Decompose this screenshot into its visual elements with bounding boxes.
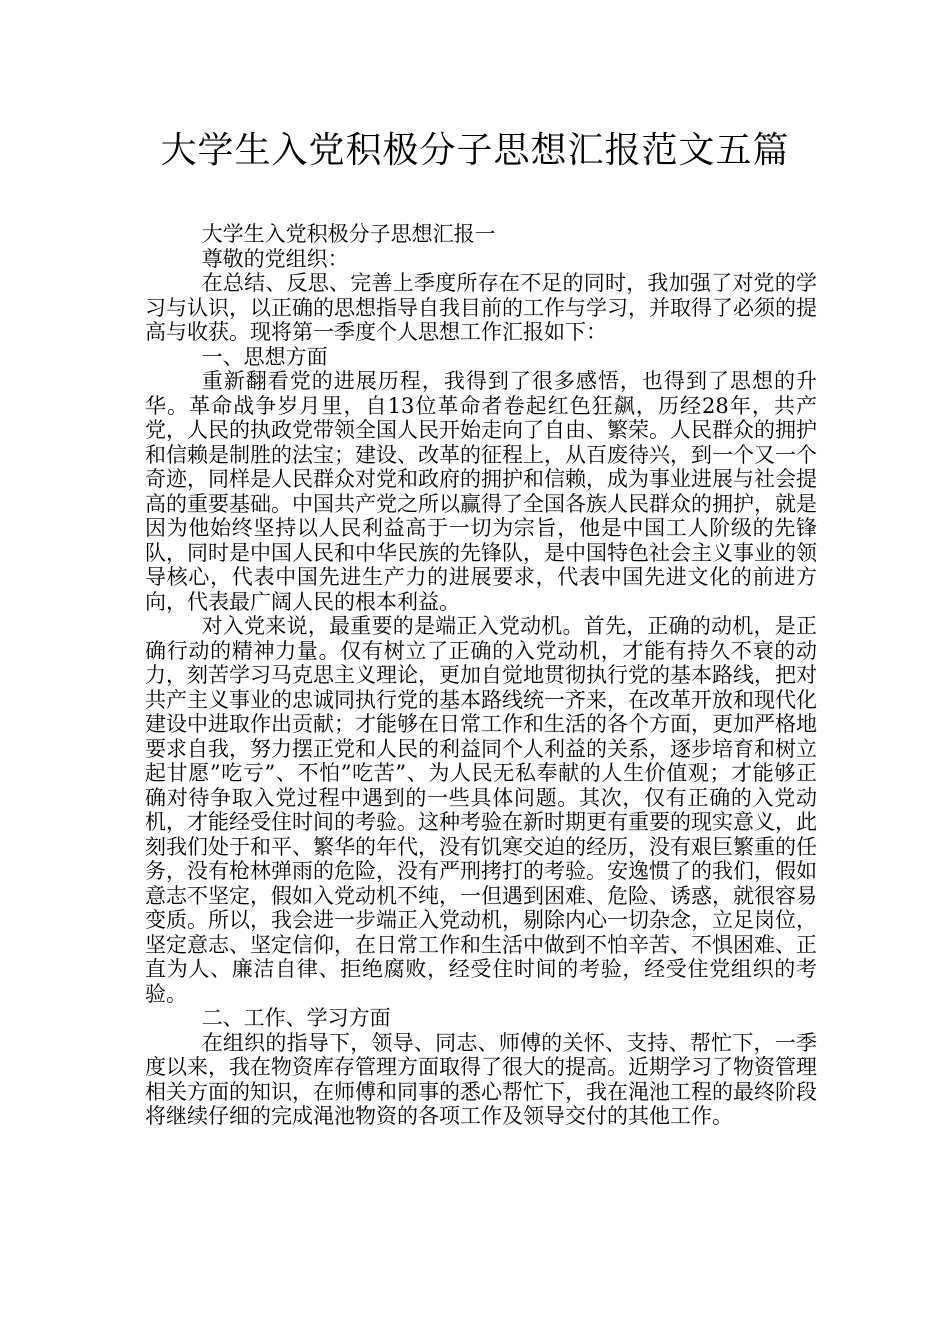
body-paragraph-history: 重新翻看党的进展历程，我得到了很多感悟，也得到了思想的升华。革命战争岁月里，自13位革命者卷起红色狂飙，历经28年，共产党，人民的执政党带领全国人民开始走向了自由、繁荣。人民群众的拥护和信赖是制胜的法宝；建设、改革的征程上，从百废待兴，到一个又一个奇迹，同样是人民群众对党和政府的拥护和信赖，成为事业进展与社会提高的重要基础。中国共产党之所以赢得了全国各族人民群众的拥护，就是因为他始终坚持以人民利益高于一切为宗旨，他是中国工人阶级的先锋队，同时是中国人民和中华民族的先锋队，是中国特色社会主义事业的领导核心，代表中国先进生产力的进展要求，代表中国先进文化的前进方向，代表最广阔人民的根本利益。 <box>145 369 817 614</box>
document-body <box>145 222 817 1129</box>
document-title: 大学生入党积极分子思想汇报范文五篇 <box>160 130 790 171</box>
body-paragraph-work: 在组织的指导下，领导、同志、师傅的关怀、支持、帮忙下，一季度以来，我在物资库存管理方面取得了很大的提高。近期学习了物资管理相关方面的知识，在师傅和同事的悉心帮忙下，我在渑池工程的最终阶段将继续仔细的完成渑池物资的各项工作及领导交付的其他工作。 <box>145 1030 817 1128</box>
section-heading-report-one: 大学生入党积极分子思想汇报一 <box>201 222 496 246</box>
salutation: 尊敬的党组织： <box>201 246 349 271</box>
body-paragraph-motivation: 对入党来说，最重要的是端正入党动机。首先，正确的动机，是正确行动的精神力量。仅有树立了正确的入党动机，才能有持久不衰的动力，刻苦学习马克思主义理论，更加自觉地贯彻执行党的基本路线，把对共产主义事业的忠诚同执行党的基本路线统一齐来，在改革开放和现代化建设中进取作出贡献；才能够在日常工作和生活的各个方面，更加严格地要求自我，努力摆正党和人民的利益同个人利益的关系，逐步培育和树立起甘愿”吃亏”、不怕”吃苦”、为人民无私奉献的人生价值观；才能够正确对待争取入党过程中遇到的一些具体问题。其次，仅有正确的入党动机，才能经受住时间的考验。这种考验在新时期更有重要的现实意义，此刻我们处于和平、繁华的年代，没有饥寒交迫的经历，没有艰巨繁重的任务，没有枪林弹雨的危险，没有严刑拷打的考验。安逸惯了的我们，假如意志不坚定，假如入党动机不纯，一但遇到困难、危险、诱惑，就很容易变质。所以，我会进一步端正入党动机，剔除内心一切杂念，立足岗位，坚定意志、坚定信仰，在日常工作和生活中做到不怕辛苦、不惧困难、正直为人、廉洁自律、拒绝腐败，经受住时间的考验，经受住党组织的考验。 <box>145 614 817 1006</box>
section-heading-work-study: 二、工作、学习方面 <box>201 1006 391 1030</box>
section-heading-thought: 一、思想方面 <box>201 344 328 369</box>
intro-paragraph: 在总结、反思、完善上季度所存在不足的同时，我加强了对党的学习与认识，以正确的思想指导自我目前的工作与学习，并取得了必须的提高与收获。现将第一季度个人思想工作汇报如下： <box>145 271 817 344</box>
